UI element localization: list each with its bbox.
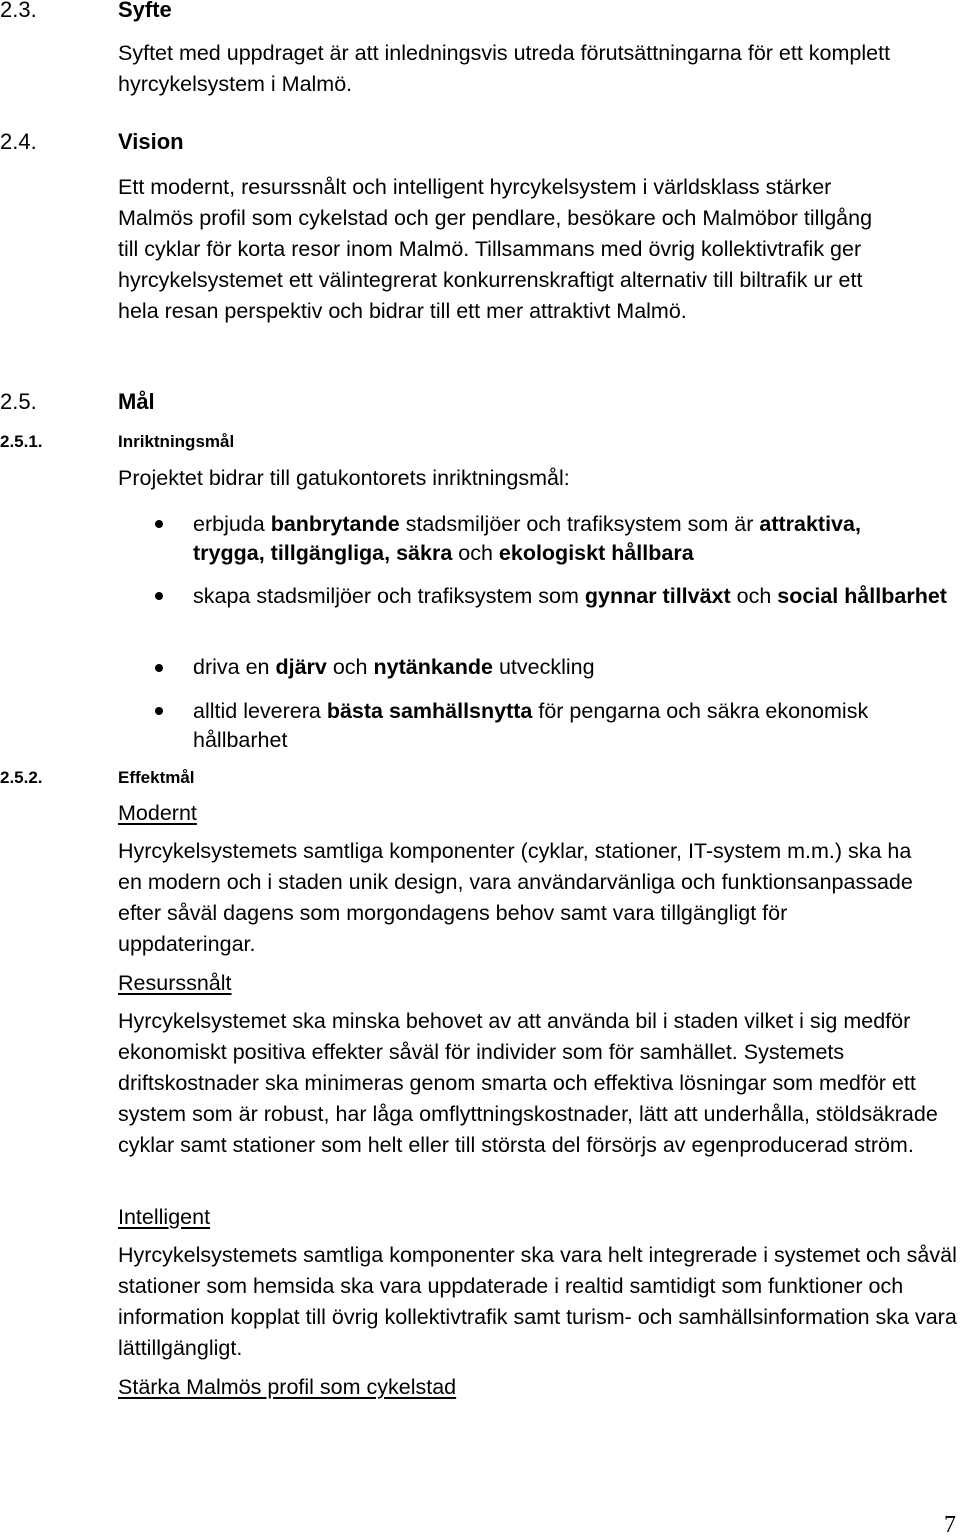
modernt-paragraph: Hyrcykelsystemets samtliga komponenter (cyklar, stationer, IT-system m.m.) ska ha en modern och i staden unik design, vara användarvänliga och funktionsanpassade efter såväl dagens som morgondagens behov samt vara tillgängligt för uppdateringar.: [118, 839, 913, 956]
bullet-text: och: [326, 655, 374, 679]
bullet-item: [193, 697, 873, 755]
bullet-bold-text: nytänkande: [373, 655, 493, 679]
bullet-text: för pengarna och säkra ekonomisk hållbarhet: [193, 699, 869, 752]
bullet-text: och: [730, 584, 778, 608]
section-title-vision: Vision: [118, 129, 184, 154]
resurssnalt-paragraph: Hyrcykelsystemet ska minska behovet av att använda bil i staden vilket i sig medför ekonomiskt positiva effekter såväl för individer som för samhället. Systemets driftskostnader ska minimeras genom smarta och effektiva lösningar som medför ett system som är robust, har låga omflyttningskostnader, lätt att underhålla, stöldsäkrade cyklar samt stationer som helt eller till största del försörjs av egenproducerad ström.: [118, 1009, 938, 1157]
subheading-intelligent: Intelligent: [118, 1205, 211, 1229]
subheading-starka-profil: Stärka Malmös profil som cykelstad: [118, 1375, 457, 1399]
bullet-bold-text: bästa samhällsnytta: [326, 699, 533, 723]
bullet-text: alltid leverera: [193, 699, 327, 723]
section-number-2-4: 2.4.: [0, 129, 37, 154]
subheading-resurssnalt: Resurssnålt: [118, 971, 232, 995]
intelligent-paragraph: Hyrcykelsystemets samtliga komponenter ska vara helt integrerade i systemet och såväl stationer som hemsida ska vara uppdaterade i realtid samtidigt som funktioner och information kopplat till övrig kollektivtrafik samt turism- och samhällsinformation ska vara lättillgängligt.: [118, 1243, 957, 1360]
section-number-2-5-2: 2.5.2.: [0, 768, 43, 787]
section-number-2-3: 2.3.: [0, 0, 37, 22]
bullet-text: och: [452, 541, 499, 565]
section-number-2-5: 2.5.: [0, 389, 37, 414]
bullet-bold-text: social hållbarhet: [777, 584, 947, 608]
section-title-mal: Mål: [118, 389, 155, 414]
inriktningsmal-intro: Projektet bidrar till gatukontorets inriktningsmål:: [118, 466, 570, 490]
subheading-modernt: Modernt: [118, 801, 197, 825]
section-title-inriktningsmal: Inriktningsmål: [118, 432, 235, 451]
bullet-item: [193, 582, 953, 611]
bullet-text: erbjuda: [193, 512, 271, 536]
bullet-dot: [155, 592, 163, 600]
bullet-text: utveckling: [492, 655, 595, 679]
section-title-effektmal: Effektmål: [118, 768, 195, 787]
bullet-bold-text: banbrytande: [270, 512, 400, 536]
bullet-bold-text: ekologiskt hållbara: [498, 541, 694, 565]
bullet-item: [193, 653, 933, 682]
vision-paragraph: Ett modernt, resurssnålt och intelligent hyrcykelsystem i världsklass stärker Malmös profil som cykelstad och ger pendlare, besökare och Malmöbor tillgång till cyklar för korta resor inom Malmö. Tillsammans med övrig kollektivtrafik ger hyrcykelsystemet ett välintegrerat konkurrenskraftigt alternativ till biltrafik ur ett hela resan perspektiv och bidrar till ett mer attraktivt Malmö.: [118, 175, 873, 323]
section-title-syfte: Syfte: [118, 0, 172, 22]
bullet-item: [193, 510, 933, 568]
bullet-text: skapa stadsmiljöer och trafiksystem som: [193, 584, 585, 608]
bullet-bold-text: djärv: [275, 655, 327, 679]
bullet-bold-text: attraktiva, trygga, tillgängliga, säkra: [193, 512, 861, 565]
syfte-paragraph: Syftet med uppdraget är att inledningsvis utreda förutsättningarna för ett komplett hyrcykelsystem i Malmö.: [118, 41, 891, 96]
section-number-2-5-1: 2.5.1.: [0, 432, 43, 451]
page-number: 7: [944, 1512, 956, 1538]
bullet-dot: [155, 664, 163, 672]
bullet-dot: [155, 707, 163, 715]
bullet-text: driva en: [193, 655, 276, 679]
bullet-text: stadsmiljöer och trafiksystem som är: [399, 512, 760, 536]
bullet-bold-text: gynnar tillväxt: [584, 584, 731, 608]
bullet-dot: [155, 520, 163, 528]
